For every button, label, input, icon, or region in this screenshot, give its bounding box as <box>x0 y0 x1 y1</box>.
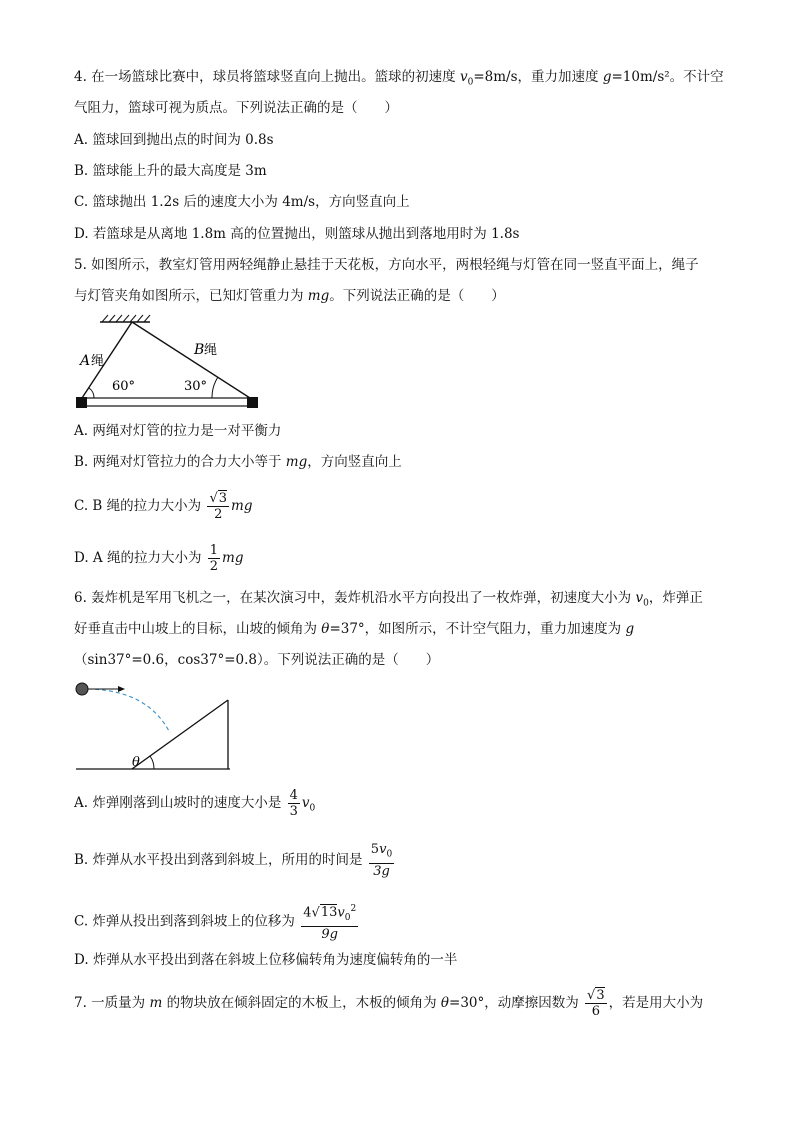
fraction-displacement: $\frac{4√13v_0^2}{9g}$ <box>303 904 357 942</box>
q5-option-a: A. 两绳对灯管的拉力是一对平衡力 <box>74 423 282 439</box>
q4-option-c: C. 篮球抛出 1.2s 后的速度大小为 4m/s，方向竖直向上 <box>74 194 410 210</box>
q4-stem-line2: 气阻力，篮球可视为质点。下列说法正确的是（ ） <box>74 100 398 116</box>
angle-label-30: 30° <box>184 379 208 394</box>
trajectory-dashed-curve <box>88 689 170 733</box>
q4-option-d: D. 若篮球是从离地 1.8m 高的位置抛出，则篮球从抛出到落地用时为 1.8s <box>74 226 520 242</box>
q5-stem-line1: 5. 如图所示，教室灯管用两轻绳静止悬挂于天花板，方向水平，两根轻绳与灯管在同一竖直平面上，绳子 <box>74 257 699 273</box>
ceiling-hatching <box>102 315 150 322</box>
lamp-end-left <box>76 397 87 408</box>
lamp-tube <box>82 398 252 406</box>
angle-arc-60 <box>89 388 94 398</box>
q6-option-d: D. 炸弹从水平投出到落在斜坡上位移偏转角为速度偏转角的一半 <box>74 952 458 968</box>
slope-surface <box>132 700 228 769</box>
q6-option-b: B. 炸弹从水平投出到落到斜坡上，所用的时间是 $\frac{5v_0}{3g}$ <box>74 842 393 879</box>
q6-stem-line1: 6. 轰炸机是军用飞机之一，在某次演习中，轰炸机沿水平方向投出了一枚炸弹，初速度大小为 $v_0$，炸弹正 <box>74 590 703 609</box>
q5-option-c: C. B 绳的拉力大小为 $\frac{√3}{2}$ mg <box>74 491 253 522</box>
q4-option-b: B. 篮球能上升的最大高度是 3m <box>74 163 267 179</box>
angle-arc-30 <box>212 377 218 398</box>
slope-angle-label: θ <box>132 755 140 770</box>
q5-stem-line2: 与灯管夹角如图所示，已知灯管重力为 mg。下列说法正确的是（ ） <box>74 288 505 304</box>
rope-b-label: B <box>194 342 205 358</box>
fraction-5v0-over-3g: $\frac{5v_0}{3g}$ <box>370 842 393 879</box>
lamp-hanging-figure <box>70 310 270 412</box>
q6-stem-line3: （sin37°=0.6，cos37°=0.8）。下列说法正确的是（ ） <box>74 652 440 668</box>
q4-option-a: A. 篮球回到抛出点的时间为 0.8s <box>74 132 274 148</box>
q6-option-c: C. 炸弹从投出到落到斜坡上的位移为 $\frac{4√13v_0^2}{9g}$ <box>74 904 357 942</box>
fraction-1-over-2: $\frac{1}{2}$ <box>209 543 219 574</box>
q5-option-b: B. 两绳对灯管拉力的合力大小等于 mg，方向竖直向上 <box>74 454 402 470</box>
q6-option-a: A. 炸弹刚落到山坡时的速度大小是 $\frac{4}{3}$ $v_0$ <box>74 788 316 819</box>
fraction-4-over-3: $\frac{4}{3}$ <box>289 788 298 819</box>
rope-b-suffix: 绳 <box>204 343 218 358</box>
angle-label-60: 60° <box>112 379 136 394</box>
rope-a-label: A <box>80 353 91 369</box>
fraction-sqrt3-over-6: $\frac{√3}{6}$ <box>587 988 605 1019</box>
slope-angle-arc <box>150 756 154 769</box>
velocity-arrowhead <box>118 686 125 692</box>
fraction-sqrt3-over-2: $\frac{√3}{2}$ <box>209 491 228 522</box>
q5-option-d: D. A 绳的拉力大小为 $\frac{1}{2}$ mg <box>74 543 244 574</box>
q6-stem-line2: 好垂直击中山坡上的目标，山坡的倾角为 θ=37°，如图所示，不计空气阻力，重力加速度为 g <box>74 621 635 637</box>
bomb-slope-figure <box>70 680 240 772</box>
bomb-ball <box>76 683 88 695</box>
q7-stem-line1: 7. 一质量为 m 的物块放在倾斜固定的木板上，木板的倾角为 θ=30°，动摩擦因数为 $\frac{√3}{6}$ ，若是用大小为 <box>74 988 704 1019</box>
q4-stem-line1: 4. 在一场篮球比赛中，球员将篮球竖直向上抛出。篮球的初速度 $v_0=8m/s$，重力加速度 g=10m/s²。不计空 <box>74 69 724 88</box>
rope-a-suffix: 绳 <box>91 354 105 369</box>
lamp-end-right <box>247 397 258 408</box>
